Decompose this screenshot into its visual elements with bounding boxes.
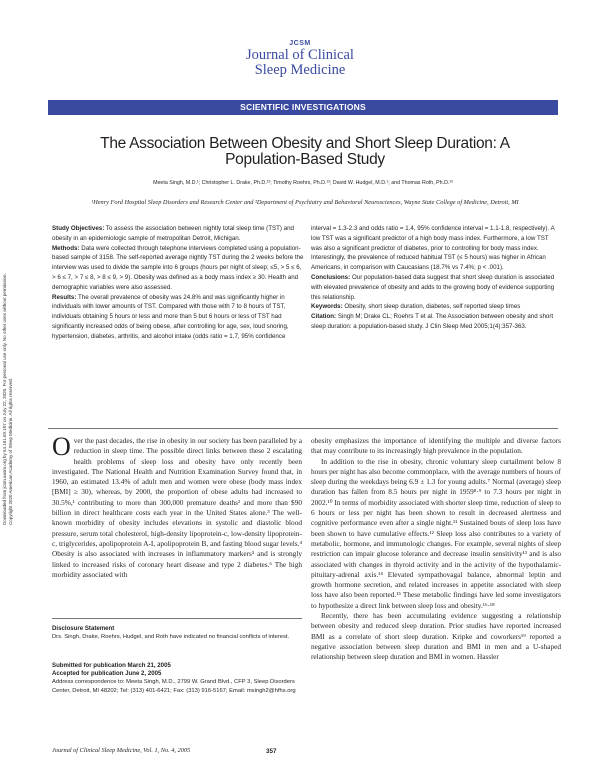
- abstract-results-continued: interval = 1.3-2.3 and odds ratio = 1.4, 95% confidence interval = 1.1-1.8, respectively). A low TST was a significant predictor of a high body mass index. Furthermore, a low TST was also a significant predictor of diabetes, prior to controlling for body mass index. Interestingly, the prevalence of reduced habitual TST (≤ 5 hours) was higher in African Americans, in comparison with Caucasians (18.7% vs 7.4%; p < .001).: [311, 225, 555, 272]
- body-paragraph-3: Recently, there has been accumulating evidence suggesting a relationship between obesity and reduced sleep duration. Prior studies have reported increased BMI as a correlate of short sleep duration. Kripke and coworkers¹⁹ reported a negative association between sleep duration and BMI in men and a U-shaped relationship between sleep duration and BMI in women. Hassler: [311, 611, 561, 662]
- conclusions-text: Our population-based data suggest that short sleep duration is associated with elevated prevalence of obesity and adds to the growing body of evidence supporting this relationship.: [311, 273, 555, 301]
- abstract-citation: [311, 312, 561, 332]
- abstract-conclusions: [311, 273, 561, 302]
- download-notice-line2: Copyright 2020 American Academy of Sleep Medicine. All rights reserved.: [7, 378, 13, 525]
- abstract-divider: [48, 428, 558, 429]
- submission-box: [52, 662, 302, 695]
- abstract-left-column: [52, 224, 304, 342]
- intro-text: ver the past decades, the rise in obesity in our society has been paralleled by a reduction in sleep time. The possible direct links between these 2 escalating health problems of sleep loss and obesity have only recently been investigated. The National Health and Nutrition Examination Survey found that, in 1960, an estimated 13.4% of adult men and women were obese (body mass index [BMI] ≥ 30), whereas, by 2000, the proportion of obese adults had increased to 30.5%,¹ contributing to more than 300,000 premature deaths² and more than $90 billion in direct healthcare costs each year in the United States alone.³ The well-known morbidity of obesity includes elevations in systolic and diastolic blood pressure, serum total cholesterol, high-density lipoprotein-c, low-density lipoprotein-c, triglycerides, apolipoprotein A-I, apolipoprotein B, and fasting blood sugar levels.⁴ Obesity is also associated with increases in inflammatory markers⁵ and is strongly linked to increased risks of coronary heart disease and type 2 diabetes.⁶ The high morbidity associated with: [52, 436, 302, 579]
- abstract-objectives: [52, 224, 304, 244]
- body-paragraph-1: obesity emphasizes the importance of identifying the multiple and diverse factors that may contribute to its increasingly high prevalence in the population.: [311, 436, 561, 456]
- download-notice-line1: Downloaded from jcsm.aasm.org by 54.161.69.107 on July 22, 2020. For personal use only. No other uses without permission.: [2, 273, 7, 525]
- body-right-column: [311, 436, 561, 663]
- body-paragraph-2: In addition to the rise in obesity, chronic voluntary sleep curtailment below 8 hours per night has also become commonplace, with the average numbers of hours of sleep during the weekdays being 6.9 ± 1.3 for young adults.⁷ Normal (average) sleep duration has fallen from 8.5 hours per night in 1959⁸·⁹ to 7.3 hours per night in 2002.¹⁰ In terms of morbidity associated with shorter sleep time, reduction of sleep to 6 hours or less per night has been shown to result in decreased alertness and cognitive performance even after a single night.¹¹ Sustained bouts of sleep loss have been shown to have cumulative effects.¹² Sleep loss also contributes to a variety of metabolic, hormone, and immunologic changes. For example, several nights of sleep restriction can impair glucose tolerance and decrease insulin sensitivity¹³ and is also associated with changes in thyroid activity and in the activity of the hypothalamic-pituitary-adrenal axis.¹⁴ Elevated sympathovagal balance, abnormal leptin and growth hormone secretion, and related increases in appetite associated with sleep loss have also been reported.¹⁵ These metabolic findings have led some investigators to hypothesize a direct link between sleep loss and obesity.¹⁶·¹⁸: [311, 456, 561, 610]
- journal-name-line1: Journal of Clinical: [246, 47, 354, 63]
- results-text: The overall prevalence of obesity was 24.8% and was significantly higher in individuals with lower amounts of TST. Compared with those with 7 to 8 hours of TST, individuals obtaining 5 hours or less and more than 5 but 6 hours or less of TST had significantly increased odds of being obese, after controlling for age, sex, loud snoring, hypertension, diabetes, arthritis, and alcohol intake (odds ratio = 1.7, 95% confidence: [52, 293, 289, 340]
- citation-label: Citation:: [311, 313, 337, 321]
- accepted-date: Accepted for publication June 2, 2005: [52, 670, 162, 678]
- download-notice: [2, 273, 14, 525]
- article-title: The Association Between Obesity and Short Sleep Duration: A Population-Based Study: [100, 135, 510, 168]
- objectives-text: To assess the association between nightly total sleep time (TST) and obesity in an epidemiologic sample of metropolitan Detroit, Michigan.: [52, 225, 295, 242]
- keywords-text: Obesity, short sleep duration, diabetes, self reported sleep times: [344, 303, 521, 311]
- disclosure-box: [52, 625, 302, 641]
- page-number: 357: [266, 748, 277, 755]
- author-list: Meeta Singh, M.D.¹; Christopher L. Drake, Ph.D.¹²; Timothy Roehrs, Ph.D.¹²; David W. Hudgel, M.D.¹; and Thomas Roth, Ph.D.¹²: [153, 180, 453, 186]
- affiliation: ¹Henry Ford Hospital Sleep Disorders and Research Center and ²Department of Psychiatry and Behavioral Neurosciences, Wayne State College of Medicine, Detroit, MI: [91, 199, 519, 206]
- dropcap-letter: O: [52, 432, 71, 461]
- body-left-column: [52, 432, 302, 580]
- keywords-label: Keywords:: [311, 303, 343, 311]
- disclosure-text: Drs. Singh, Drake, Roehrs, Hudgel, and Roth have indicated no financial conflicts of interest.: [52, 634, 290, 641]
- citation-text: Singh M; Drake CL; Roehrs T et al. The Association between obesity and short sleep duration: a population-based study. J Clin Sleep Med 2005;1(4):357-363.: [311, 313, 554, 330]
- conclusions-label: Conclusions:: [311, 273, 351, 281]
- disclosure-divider: [52, 618, 302, 619]
- abstract-keywords: [311, 302, 561, 312]
- methods-label: Methods:: [52, 244, 80, 252]
- correspondence-address: Address correspondence to: Meeta Singh, M.D., 2799 W. Grand Blvd., CFP 3, Sleep Disorders Center, Detroit, MI 48202; Tel: (313) 401-6421; Fax: (313) 916-5167; Email: msingh2@hfhs.org: [52, 679, 296, 694]
- abstract-methods: [52, 244, 304, 293]
- methods-text: Data were collected through telephone interviews completed using a population-based sample of 3158. The self-reported average nightly TST during the 2 weeks before the interview was used to divide the sample into 6 groups (hours per night of sleep; ≤5, > 5 ≤ 6, > 6 ≤ 7, > 7 ≤ 8, > 8 ≤ 9, > 9). Obesity was defined as a body mass index ≥ 30. Health and demographic variables were also assessed.: [52, 244, 304, 291]
- abstract-results: [52, 293, 304, 342]
- journal-name-line2: Sleep Medicine: [254, 62, 346, 78]
- submitted-date: Submitted for publication March 21, 2005: [52, 662, 171, 669]
- intro-paragraph: [52, 432, 302, 580]
- footer-journal: Journal of Clinical Sleep Medicine, Vol. 1, No. 4, 2005: [52, 747, 191, 754]
- disclosure-heading: Disclosure Statement: [52, 625, 115, 632]
- section-banner: SCIENTIFIC INVESTIGATIONS: [48, 100, 558, 115]
- journal-short-name: JCSM: [289, 40, 311, 47]
- journal-logo: [0, 40, 600, 78]
- objectives-label: Study Objectives:: [52, 225, 105, 232]
- abstract-right-column: [311, 224, 561, 332]
- results-label: Results:: [52, 293, 77, 301]
